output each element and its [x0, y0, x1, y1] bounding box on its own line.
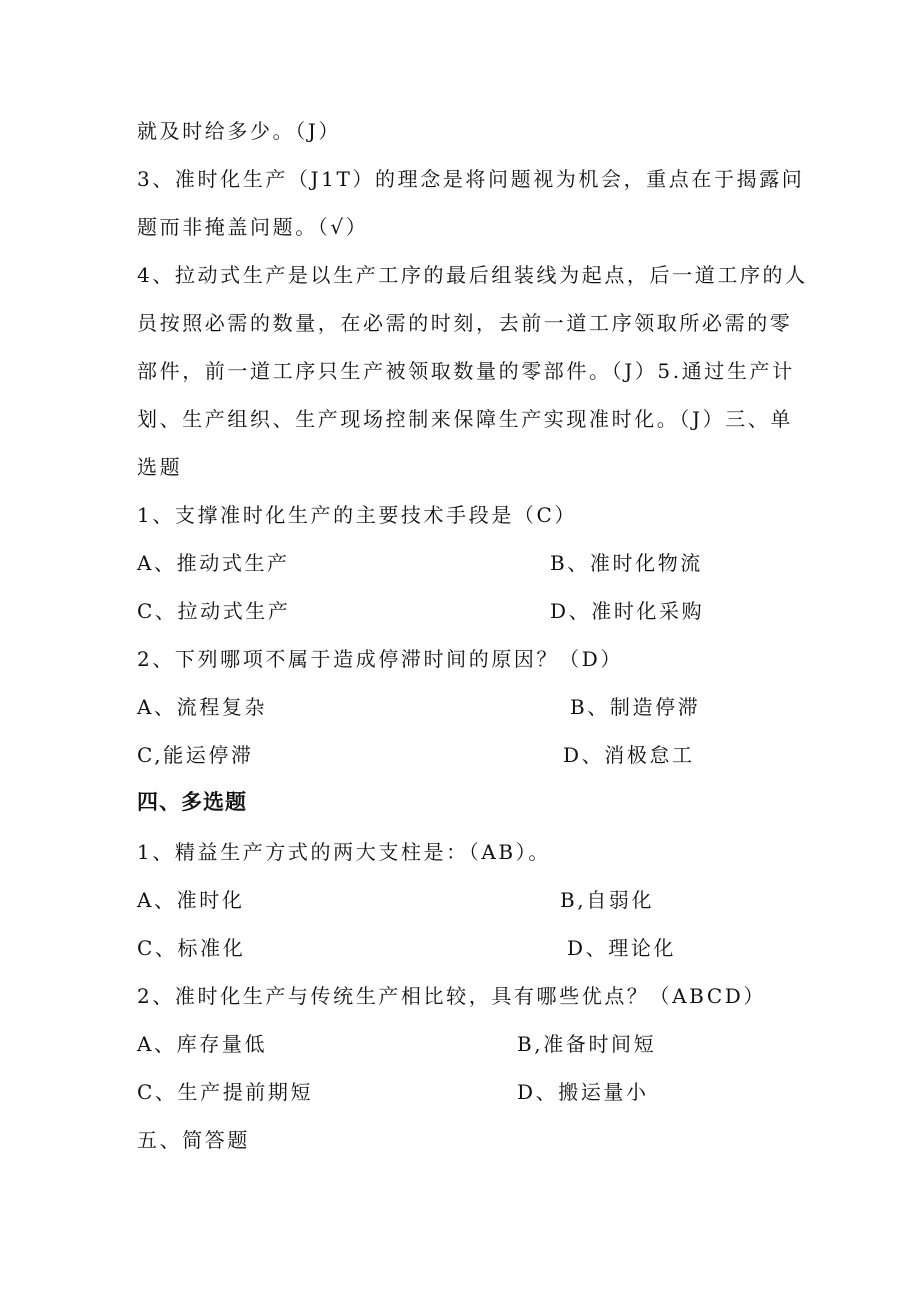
- sc-q1-option-d: D、准时化采购: [550, 599, 705, 623]
- mc-q1-option-a: A、准时化: [137, 888, 245, 912]
- mc-q1-option-d: D、理论化: [567, 936, 677, 960]
- tf-q4-line-2: 员按照必需的数量，在必需的时刻，去前一道工序领取所必需的零: [137, 311, 793, 335]
- tf-q5-line-2: 划、生产组织、生产现场控制来保障生产实现准时化。（J）三、单: [137, 407, 794, 431]
- section-4-heading: 四、多选题: [137, 790, 247, 814]
- tf-q3-line-1: 3、准时化生产（J1T）的理念是将问题视为机会，重点在于揭露问: [137, 167, 805, 191]
- sc-q2-option-a: A、流程复杂: [137, 695, 268, 719]
- mc-q2-option-b: B,准备时间短: [517, 1032, 657, 1056]
- sc-q1-option-b: B、准时化物流: [550, 551, 703, 575]
- mc-q2-option-d: D、搬运量小: [517, 1080, 649, 1104]
- sc-q2-stem: 2、下列哪项不属于造成停滞时间的原因？（D）: [137, 647, 623, 671]
- mc-q1-option-b: B,自弱化: [560, 888, 655, 912]
- section-5-heading: 五、简答题: [137, 1128, 250, 1152]
- mc-q2-option-a: A、库存量低: [137, 1032, 268, 1056]
- tf-q4-line-1: 4、拉动式生产是以生产工序的最后组装线为起点，后一道工序的人: [137, 263, 808, 287]
- section-3-heading-tail: 选题: [137, 455, 183, 479]
- mc-q1-option-c: C、标准化: [137, 936, 246, 960]
- mc-q1-stem: 1、精益生产方式的两大支柱是：（AB）。: [137, 840, 551, 864]
- tf-q3-line-2: 题而非掩盖问题。（√）: [137, 215, 369, 239]
- sc-q2-option-b: B、制造停滞: [570, 695, 701, 719]
- tf-q2-tail: 就及时给多少。（J）: [137, 119, 342, 143]
- tf-q4-line-3: 部件，前一道工序只生产被领取数量的零部件。（J）5.通过生产计: [137, 359, 795, 383]
- sc-q2-option-c: C,能运停滞: [137, 743, 254, 767]
- sc-q1-option-a: A、推动式生产: [137, 551, 290, 575]
- mc-q2-option-c: C、生产提前期短: [137, 1080, 314, 1104]
- mc-q2-stem: 2、准时化生产与传统生产相比较，具有哪些优点？（ABCD）: [137, 984, 766, 1008]
- sc-q1-stem: 1、支撑准时化生产的主要技术手段是（C）: [137, 503, 578, 527]
- sc-q2-option-d: D、消极怠工: [563, 743, 695, 767]
- sc-q1-option-c: C、拉动式生产: [137, 599, 291, 623]
